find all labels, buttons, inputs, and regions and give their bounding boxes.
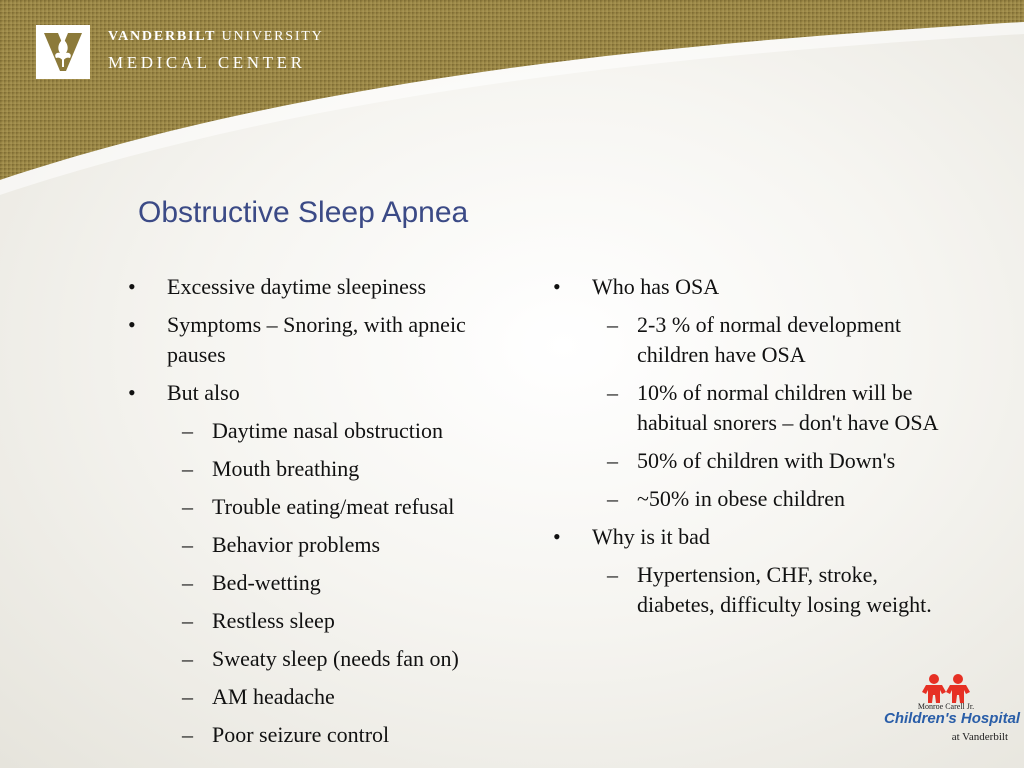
sub-bullet-item — [128, 568, 513, 598]
bullet-text: Mouth breathing — [212, 456, 360, 481]
dash-marker: – — [607, 380, 618, 405]
sub-bullet-item — [553, 484, 943, 514]
sub-bullet-item — [128, 682, 513, 712]
vanderbilt-logo-mark — [36, 25, 90, 79]
dash-marker: – — [182, 456, 193, 481]
sub-bullet-item — [128, 416, 513, 446]
sub-bullet-item — [553, 446, 943, 476]
left-bullet-column — [128, 272, 513, 758]
sub-bullet-item — [128, 492, 513, 522]
bullet-marker: • — [553, 274, 561, 299]
bullet-marker: • — [553, 524, 561, 549]
sub-bullet-item — [128, 644, 513, 674]
dash-marker: – — [607, 486, 618, 511]
bullet-item — [128, 310, 513, 370]
dash-marker: – — [182, 646, 193, 671]
dash-marker: – — [607, 562, 618, 587]
dash-marker: – — [182, 532, 193, 557]
bullet-text: ~50% in obese children — [637, 486, 846, 511]
bullet-text: Behavior problems — [212, 532, 381, 557]
bullet-item — [553, 272, 943, 302]
bullet-text: Poor seizure control — [212, 722, 390, 747]
bullet-text: 10% of normal children will be habitual snorers – don't have OSA — [637, 380, 939, 435]
dash-marker: – — [607, 312, 618, 337]
sub-bullet-item — [128, 454, 513, 484]
children-figures-icon — [884, 672, 1008, 706]
bullet-text: Trouble eating/meat refusal — [212, 494, 455, 519]
dash-marker: – — [607, 448, 618, 473]
bullet-text: Hypertension, CHF, stroke, diabetes, difficulty losing weight. — [637, 562, 932, 617]
bullet-text: Daytime nasal obstruction — [212, 418, 443, 443]
logo-university-text: VANDERBILT UNIVERSITY — [108, 29, 324, 44]
slide-title: Obstructive Sleep Apnea — [138, 196, 469, 229]
vanderbilt-oak-leaf-icon — [36, 25, 90, 79]
sub-bullet-item — [128, 530, 513, 560]
bullet-item — [128, 378, 513, 408]
dash-marker: – — [182, 722, 193, 747]
dash-marker: – — [182, 684, 193, 709]
bullet-text: 50% of children with Down's — [637, 448, 896, 473]
bullet-marker: • — [128, 380, 136, 405]
bullet-text: 2-3 % of normal development children have OSA — [637, 312, 901, 367]
bullet-text: Symptoms – Snoring, with apneic pauses — [167, 312, 466, 367]
sub-bullet-item — [553, 310, 943, 370]
sub-bullet-item — [128, 606, 513, 636]
sub-bullet-item — [553, 378, 943, 438]
right-bullet-column — [553, 272, 943, 628]
bullet-text: Bed-wetting — [212, 570, 321, 595]
bullet-text: Sweaty sleep (needs fan on) — [212, 646, 459, 671]
hospital-name: Children's Hospital — [884, 710, 1021, 727]
hospital-location: at Vanderbilt — [951, 731, 1008, 743]
bullet-text: AM headache — [212, 684, 335, 709]
bullet-text: But also — [167, 380, 240, 405]
childrens-hospital-logo — [884, 672, 1021, 748]
bullet-item — [128, 272, 513, 302]
bullet-marker: • — [128, 312, 136, 337]
dash-marker: – — [182, 570, 193, 595]
bullet-text: Why is it bad — [592, 524, 710, 549]
bullet-text: Restless sleep — [212, 608, 335, 633]
dash-marker: – — [182, 418, 193, 443]
sub-bullet-item — [128, 720, 513, 750]
bullet-text: Who has OSA — [592, 274, 720, 299]
sub-bullet-item — [553, 560, 943, 620]
bullet-text: Excessive daytime sleepiness — [167, 274, 427, 299]
dash-marker: – — [182, 608, 193, 633]
bullet-marker: • — [128, 274, 136, 299]
logo-medical-center-text: MEDICAL CENTER — [108, 53, 306, 72]
bullet-item — [553, 522, 943, 552]
hospital-donor-name: Monroe Carell Jr. — [917, 702, 975, 711]
dash-marker: – — [182, 494, 193, 519]
